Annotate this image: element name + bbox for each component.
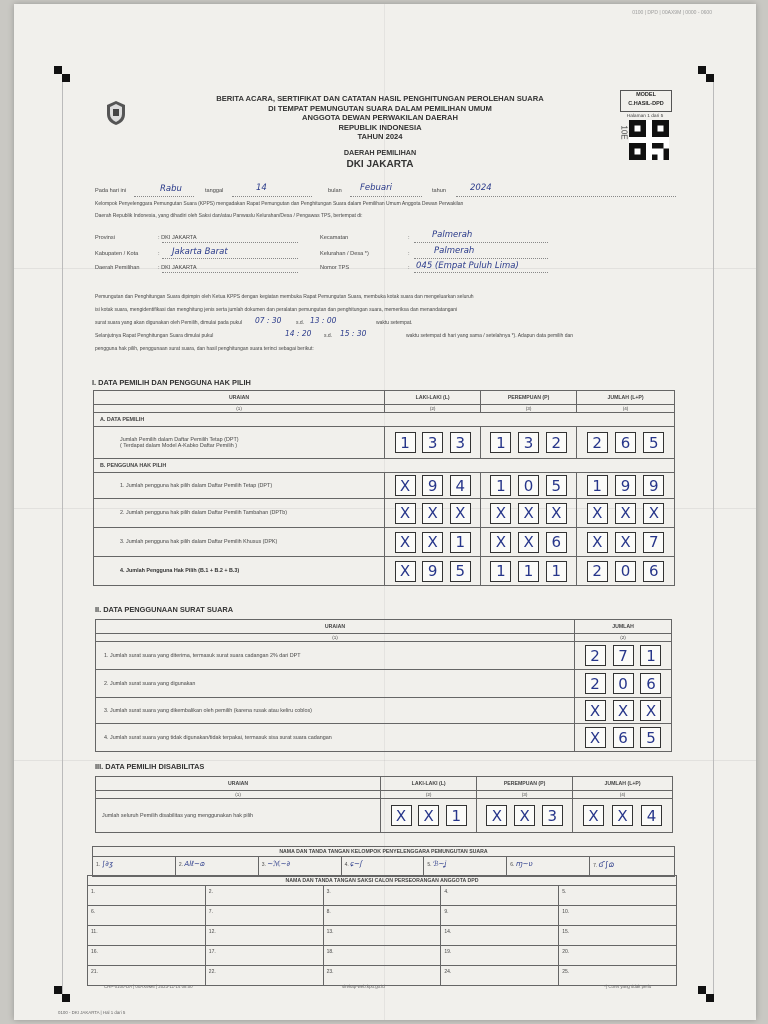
col-header: LAKI-LAKI (L) <box>385 391 481 405</box>
header-line: TAHUN 2024 <box>357 132 403 142</box>
jumlah-cell <box>577 499 675 528</box>
sig-number: 6. <box>510 862 515 868</box>
digit-box[interactable]: 1 <box>490 475 511 496</box>
row-label: 2. Jumlah surat suara yang digunakan <box>96 670 575 698</box>
col-header: PEREMPUAN (P) <box>477 777 573 791</box>
digit-box[interactable]: 7 <box>643 532 664 553</box>
signature-row <box>88 946 677 966</box>
tps-code: 10E <box>619 125 629 140</box>
table-row <box>96 670 672 698</box>
provinsi-label: Provinsi <box>95 235 115 241</box>
table-row <box>96 799 673 833</box>
jumlah-cell <box>577 557 675 586</box>
digit-box[interactable]: X <box>612 805 633 826</box>
procedure-text: waktu setempat. <box>376 320 413 326</box>
sig-number: 5. <box>427 862 432 868</box>
signature-cell[interactable]: 19. <box>441 946 559 966</box>
page-indicator: Halaman 1 dari 5 <box>626 114 664 119</box>
kpps-signature-table <box>92 846 675 877</box>
colon: : <box>408 251 410 257</box>
group-a-heading: A. DATA PEMILIH <box>94 413 675 427</box>
digit-box[interactable]: X <box>391 805 412 826</box>
digit-box[interactable]: X <box>422 503 443 524</box>
laki-cell <box>385 557 481 586</box>
digit-box[interactable]: 5 <box>450 561 471 582</box>
row-label: 1. Jumlah surat suara yang diterima, termasuk surat suara cadangan 2% dari DPT <box>96 642 575 670</box>
kelurahan-label: Kelurahan / Desa *) <box>320 251 369 257</box>
jumlah-cell <box>575 670 672 698</box>
digit-box[interactable]: X <box>587 532 608 553</box>
bulan-label: bulan <box>328 188 342 194</box>
footer-url: sirekap-web.kpu.go.id <box>342 984 385 989</box>
signature-scribble: Alℓ~ɷ <box>184 860 205 868</box>
qr-code-icon <box>628 120 670 160</box>
dapil-value: : DKI JAKARTA <box>158 265 197 271</box>
table-row <box>94 557 675 586</box>
signature-cell[interactable]: 14. <box>441 926 559 946</box>
kabkota-value: Jakarta Barat <box>172 247 228 257</box>
intro-text: Kelompok Penyelenggara Pemungutan Suara (KPPS) mengadakan Rapat Pemungutan dan Penghitungan Suara dalam Pemilihan Umum Anggota Dewan Perwakilan <box>95 201 464 207</box>
laki-cell <box>385 528 481 557</box>
tanggal-value: 14 <box>256 183 267 193</box>
sig-number: 1. <box>96 862 101 868</box>
digit-box[interactable]: 6 <box>615 432 636 453</box>
row-label: 4. Jumlah Pengguna Hak Pilih (B.1 + B.2 + B.3) <box>94 557 385 586</box>
digit-box[interactable]: 4 <box>450 475 471 496</box>
signature-cell[interactable]: 3. <box>323 886 441 906</box>
header-line: ANGGOTA DEWAN PERWAKILAN DAERAH <box>302 113 458 123</box>
fill-line <box>414 272 548 273</box>
group-b-heading: B. PENGGUNA HAK PILIH <box>94 459 675 473</box>
signature-cell[interactable]: 6. <box>88 906 206 926</box>
digit-box[interactable]: 1 <box>450 532 471 553</box>
fill-line <box>162 272 298 273</box>
jumlah-cell <box>577 427 675 459</box>
signature-row <box>88 906 677 926</box>
digit-box[interactable]: X <box>395 532 416 553</box>
signature-cell[interactable]: 24. <box>441 966 559 986</box>
digit-box[interactable]: 9 <box>615 475 636 496</box>
saksi-signature-table <box>87 875 677 986</box>
saksi-title: NAMA DAN TANDA TANGAN SAKSI CALON PERSEORANGAN ANGGOTA DPD <box>88 876 677 886</box>
digit-box[interactable]: 7 <box>613 645 634 666</box>
digit-box[interactable]: 2 <box>585 645 606 666</box>
digit-box[interactable]: X <box>395 503 416 524</box>
registration-marker <box>698 66 714 82</box>
col-header: URAIAN <box>96 620 575 634</box>
digit-box[interactable]: X <box>395 475 416 496</box>
col-number: (1) <box>96 791 381 799</box>
signature-cell[interactable]: 22. <box>205 966 323 986</box>
col-header: URAIAN <box>96 777 381 791</box>
col-number: (3) <box>477 791 573 799</box>
laki-cell <box>381 799 477 833</box>
col-number: (4) <box>577 405 675 413</box>
signature-cell[interactable]: 12. <box>205 926 323 946</box>
end-time: 13 : 00 <box>310 316 337 325</box>
signature-cell[interactable] <box>93 857 176 877</box>
row-label: Jumlah seluruh Pemilih disabilitas yang menggunakan hak pilih <box>96 799 381 833</box>
jumlah-cell <box>575 724 672 752</box>
col-header: JUMLAH (L+P) <box>573 777 673 791</box>
section-2-title: II. DATA PENGGUNAAN SURAT SUARA <box>95 605 234 614</box>
table-row <box>94 528 675 557</box>
digit-box[interactable]: 5 <box>643 432 664 453</box>
count-start-time: 14 : 20 <box>285 329 312 338</box>
signature-row <box>88 886 677 906</box>
sig-number: 4. <box>344 862 349 868</box>
kabkota-label: Kabupaten / Kota <box>95 251 139 257</box>
jumlah-cell <box>575 642 672 670</box>
hari-label: Pada hari ini <box>95 188 127 194</box>
colon: : <box>408 265 410 271</box>
row-label: 3. Jumlah pengguna hak pilih dalam Daftar Pemilih Khusus (DPK) <box>94 528 385 557</box>
signature-cell[interactable] <box>507 857 590 877</box>
table-row <box>96 724 672 752</box>
registration-marker <box>54 66 70 82</box>
digit-box[interactable]: X <box>490 503 511 524</box>
digit-box[interactable]: X <box>422 532 443 553</box>
start-time: 07 : 30 <box>255 316 282 325</box>
row-label: 3. Jumlah surat suara yang dikembalikan oleh pemilih (karena rusak atau keliru coblos) <box>96 698 575 724</box>
fill-line <box>162 242 298 243</box>
kelurahan-value: Palmerah <box>434 246 475 256</box>
row-sublabel: ( Terdapat dalam Model A-Kabko Daftar Pemilih ) <box>120 442 238 449</box>
kecamatan-value: Palmerah <box>432 230 473 240</box>
laki-cell <box>385 499 481 528</box>
dapil-label: Daerah Pemilihan <box>95 265 140 271</box>
digit-box[interactable]: 2 <box>587 432 608 453</box>
digit-box[interactable]: 3 <box>518 432 539 453</box>
perempuan-cell <box>481 473 577 499</box>
col-header: URAIAN <box>94 391 385 405</box>
col-number: (1) <box>94 405 385 413</box>
digit-box[interactable]: 6 <box>640 673 661 694</box>
digit-box[interactable]: 5 <box>546 475 567 496</box>
fill-line <box>232 196 312 197</box>
sd-label: s.d. <box>296 320 305 326</box>
signature-cell[interactable] <box>175 857 258 877</box>
digit-box[interactable]: X <box>418 805 439 826</box>
signature-row <box>88 926 677 946</box>
digit-box[interactable]: 9 <box>422 561 443 582</box>
voter-data-table <box>93 390 675 586</box>
page-footer: 0100 - DKI JAKARTA | Hal 1 dari 5 <box>58 1010 126 1015</box>
procedure-text: Pemungutan dan Penghitungan Suara dipimpin oleh Ketua KPPS dengan kegiatan membuka Rapat Pemungutan Suara, membuka kotak suara dan mengeluarkan seluruh <box>95 294 474 300</box>
digit-box[interactable]: X <box>587 503 608 524</box>
intro-text: Daerah Republik Indonesia, yang dihadiri oleh Saksi dan/atau Panwaslu Kelurahan/Desa / Pengawas TPS, bertempat di: <box>95 213 363 219</box>
table-row <box>94 427 675 459</box>
signature-cell[interactable]: 1. <box>88 886 206 906</box>
signature-scribble: ~ℳ~∂ <box>267 860 291 868</box>
digit-box[interactable]: X <box>546 503 567 524</box>
signature-scribble: ℬ~ʝ <box>432 860 447 868</box>
col-header: LAKI-LAKI (L) <box>381 777 477 791</box>
kpu-logo-icon <box>105 100 127 126</box>
signature-scribble: ɱ~ʋ <box>515 860 533 868</box>
region-name: DKI JAKARTA <box>346 158 414 170</box>
row-label: 2. Jumlah pengguna hak pilih dalam Daftar Pemilih Tambahan (DPTb) <box>94 499 385 528</box>
table-row <box>94 473 675 499</box>
ballot-usage-table <box>95 619 672 752</box>
table-row <box>96 698 672 724</box>
digit-box[interactable]: 1 <box>490 432 511 453</box>
col-number: (3) <box>481 405 577 413</box>
digit-box[interactable]: 3 <box>422 432 443 453</box>
digit-box[interactable]: 6 <box>546 532 567 553</box>
procedure-text: isi kotak suara, mengidentifikasi dan menghitung jenis serta jumlah dokumen dan peralatan pemungutan dan penghitungan suara, memeriksa dan menandatangani <box>95 307 458 313</box>
col-header: PEREMPUAN (P) <box>481 391 577 405</box>
col-number: (2) <box>381 791 477 799</box>
signature-cell[interactable] <box>590 857 675 877</box>
provinsi-value: : DKI JAKARTA <box>158 235 197 241</box>
model-box <box>620 90 672 112</box>
digit-box[interactable]: 1 <box>640 645 661 666</box>
digit-box[interactable]: 1 <box>546 561 567 582</box>
signature-scribble: ∫∂ʒ <box>101 860 113 868</box>
jumlah-cell <box>573 799 673 833</box>
signature-cell[interactable] <box>341 857 424 877</box>
col-number: (1) <box>96 634 575 642</box>
perempuan-cell <box>477 799 573 833</box>
digit-box[interactable]: 1 <box>490 561 511 582</box>
col-number: (4) <box>573 791 673 799</box>
header-line: REPUBLIK INDONESIA <box>338 122 422 132</box>
signature-cell[interactable]: 23. <box>323 966 441 986</box>
digit-box[interactable]: X <box>615 532 636 553</box>
col-number: (2) <box>575 634 672 642</box>
fill-line <box>414 242 548 243</box>
signature-cell[interactable] <box>258 857 341 877</box>
row-label: Jumlah Pemilih dalam Daftar Pemilih Tetap (DPT) <box>120 436 239 443</box>
jumlah-cell <box>575 698 672 724</box>
fill-line <box>456 196 676 197</box>
digit-box[interactable]: 1 <box>518 561 539 582</box>
row-label: 4. Jumlah surat suara yang tidak digunakan/tidak terpakai, termasuk sisa surat suara cadangan <box>96 724 575 752</box>
digit-box[interactable]: 1 <box>446 805 467 826</box>
count-end-time: 15 : 30 <box>340 329 367 338</box>
col-number: (2) <box>385 405 481 413</box>
procedure-text: Selanjutnya Rapat Penghitungan Suara dimulai pukul <box>95 333 214 339</box>
signature-cell[interactable]: 16. <box>88 946 206 966</box>
table-row <box>94 499 675 528</box>
signature-scribble: ɕ~ʃ <box>350 860 363 868</box>
digit-box[interactable]: 1 <box>395 432 416 453</box>
signature-cell[interactable]: 13. <box>323 926 441 946</box>
bulan-value: Febuari <box>360 183 392 193</box>
digit-box[interactable]: X <box>613 700 634 721</box>
fill-line <box>162 258 298 259</box>
fill-line <box>350 196 422 197</box>
sig-number: 7. <box>593 863 598 869</box>
col-header: JUMLAH (L+P) <box>577 391 675 405</box>
header-line: DI TEMPAT PEMUNGUTAN SUARA DALAM PEMILIHAN UMUM <box>268 103 492 113</box>
col-header: JUMLAH <box>575 620 672 634</box>
signature-row <box>88 966 677 986</box>
signature-cell[interactable]: 18. <box>323 946 441 966</box>
fill-line <box>414 258 548 259</box>
kpps-title: NAMA DAN TANDA TANGAN KELOMPOK PENYELENGGARA PEMUNGUTAN SUARA <box>93 847 675 857</box>
digit-box[interactable]: 6 <box>643 561 664 582</box>
sig-number: 3. <box>261 862 266 868</box>
fill-line <box>134 196 194 197</box>
registration-marker <box>54 986 70 1002</box>
signature-cell[interactable]: 17. <box>205 946 323 966</box>
digit-box[interactable]: 9 <box>643 475 664 496</box>
digit-box[interactable]: X <box>585 727 606 748</box>
signature-cell[interactable]: 4. <box>441 886 559 906</box>
digit-box[interactable]: X <box>615 503 636 524</box>
perempuan-cell <box>481 557 577 586</box>
sd-label: s.d. <box>324 333 333 339</box>
section-3-title: III. DATA PEMILIH DISABILITAS <box>95 762 205 771</box>
signature-cell[interactable]: 11. <box>88 926 206 946</box>
signature-row <box>93 857 675 877</box>
signature-cell[interactable]: 15. <box>559 926 677 946</box>
signature-cell[interactable] <box>424 857 507 877</box>
digit-box[interactable]: X <box>518 532 539 553</box>
signature-cell[interactable]: 5. <box>559 886 677 906</box>
perempuan-cell <box>481 427 577 459</box>
hari-value: Rabu <box>160 184 182 194</box>
digit-box[interactable]: 0 <box>615 561 636 582</box>
digit-box[interactable]: 2 <box>546 432 567 453</box>
section-1-title: I. DATA PEMILIH DAN PENGGUNA HAK PILIH <box>92 378 251 387</box>
digit-box[interactable]: 9 <box>422 475 443 496</box>
tahun-label: tahun <box>432 188 446 194</box>
model-line: MODEL <box>636 92 656 98</box>
digit-box[interactable]: X <box>514 805 535 826</box>
tanggal-label: tanggal <box>205 188 224 194</box>
procedure-text: surat suara yang akan digunakan oleh Pemilih, dimulai pada pukul <box>95 320 243 326</box>
region-label: DAERAH PEMILIHAN <box>343 147 417 157</box>
tps-label: Nomor TPS <box>320 265 350 271</box>
jumlah-cell <box>577 528 675 557</box>
model-code: C.HASIL-DPD <box>628 101 664 107</box>
top-code: 0100 | DPD | 00AX9M | 0000 - 0600 <box>632 10 712 16</box>
colon: : <box>408 235 410 241</box>
registration-marker <box>698 986 714 1002</box>
signature-cell[interactable]: 25. <box>559 966 677 986</box>
digit-box[interactable]: 1 <box>587 475 608 496</box>
signature-cell[interactable]: 2. <box>205 886 323 906</box>
signature-cell[interactable]: 21. <box>88 966 206 986</box>
signature-cell[interactable]: 20. <box>559 946 677 966</box>
header-line: BERITA ACARA, SERTIFIKAT DAN CATATAN HASIL PENGHITUNGAN PEROLEHAN SUARA <box>216 94 544 103</box>
document-header <box>150 94 610 171</box>
digit-box[interactable]: X <box>518 503 539 524</box>
signature-cell[interactable]: 9. <box>441 906 559 926</box>
digit-box[interactable]: 5 <box>640 727 661 748</box>
digit-box[interactable]: 4 <box>641 805 662 826</box>
digit-box[interactable]: 2 <box>587 561 608 582</box>
digit-box[interactable]: X <box>450 503 471 524</box>
digit-box[interactable]: 0 <box>518 475 539 496</box>
signature-cell[interactable]: 10. <box>559 906 677 926</box>
procedure-text: waktu setempat di hari yang sama / setelahnya *). Adapun data pemilih dan <box>406 333 574 339</box>
digit-box[interactable]: 3 <box>542 805 563 826</box>
digit-box[interactable]: X <box>490 532 511 553</box>
digit-box[interactable]: 3 <box>450 432 471 453</box>
footer-note: *) Coret yang tidak perlu <box>604 984 652 989</box>
digit-box[interactable]: 2 <box>585 673 606 694</box>
tahun-value: 2024 <box>470 183 492 193</box>
colon: : <box>158 251 160 257</box>
perempuan-cell <box>481 528 577 557</box>
dpt-label-cell <box>94 427 385 459</box>
digit-box[interactable]: 0 <box>613 673 634 694</box>
jumlah-cell <box>577 473 675 499</box>
laki-cell <box>385 427 481 459</box>
signature-scribble: ʛ∫ɷ <box>598 860 615 869</box>
row-label: 1. Jumlah pengguna hak pilih dalam Daftar Pemilih Tetap (DPT) <box>94 473 385 499</box>
table-row <box>96 642 672 670</box>
perempuan-cell <box>481 499 577 528</box>
digit-box[interactable]: X <box>643 503 664 524</box>
disability-table <box>95 776 673 833</box>
sig-number: 2. <box>178 862 184 868</box>
digit-box[interactable]: X <box>585 700 606 721</box>
digit-box[interactable]: X <box>486 805 507 826</box>
digit-box[interactable]: X <box>395 561 416 582</box>
digit-box[interactable]: X <box>640 700 661 721</box>
signature-cell[interactable]: 7. <box>205 906 323 926</box>
signature-cell[interactable]: 8. <box>323 906 441 926</box>
digit-box[interactable]: X <box>583 805 604 826</box>
procedure-text: pengguna hak pilih, penggunaan surat suara, dan hasil penghitungan suara terinci sebagai berikut: <box>95 346 314 352</box>
footer-code: CHP-0100-DA | 00AX9M6 | 2023-11-14 08:00 <box>104 984 193 989</box>
kecamatan-label: Kecamatan <box>320 235 349 241</box>
tps-value: 045 (Empat Puluh Lima) <box>416 261 519 271</box>
laki-cell <box>385 473 481 499</box>
digit-box[interactable]: 6 <box>613 727 634 748</box>
